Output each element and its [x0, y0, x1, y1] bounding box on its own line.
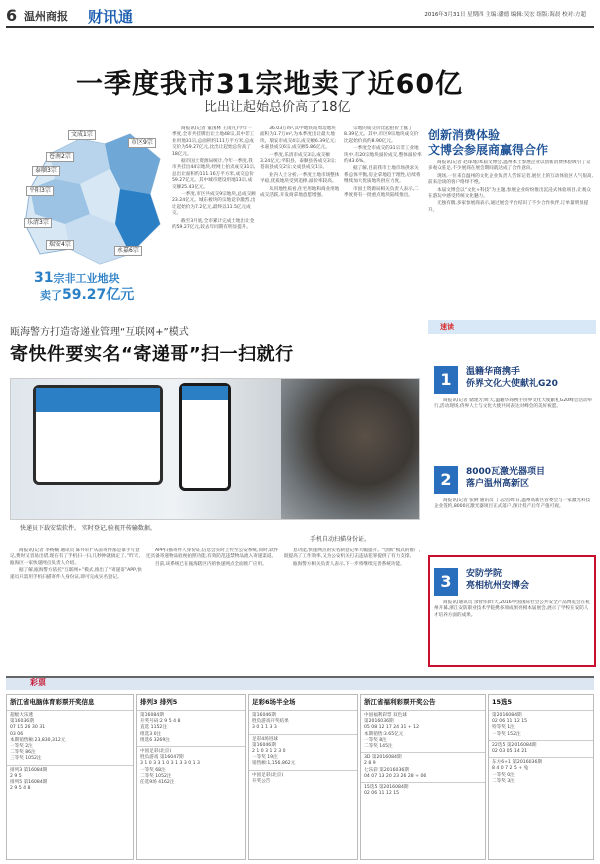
map-caption-value	[40, 284, 134, 304]
lottery-row: 07 15 26 30 31	[10, 725, 46, 731]
lottery-row: 胜负游戏开奖结果	[252, 719, 289, 725]
lottery-panel	[248, 694, 358, 860]
paragraph: 本届文博会以“文化+科技”为主题,参展企业纷纷推出沉浸式体验项目,让观众在游玩中感受传统文化魅力。	[428, 187, 591, 200]
paragraph: 现场,一位来自温州的文化企业负责人告诉记者,展位上的互动体验区人气很高,前来洽谈的客户络绎不绝。	[428, 173, 593, 186]
lottery-row: 排列3 第16084期	[10, 767, 48, 773]
lottery-panel-title: 浙江省电脑体育彩票开奖信息	[10, 698, 95, 706]
paragraph: 据市国土资源局统计,今年一季度,我市共挂出44宗地块,经网上拍卖成交31宗,总出让面积约111.16万平方米,成交总价59.27亿元。其中城市建设用地13宗,成交额25.43亿元。	[172, 159, 256, 190]
lottery-panel	[6, 694, 134, 860]
lottery-row: 三等奖 1052注	[10, 756, 42, 762]
paragraph: 从用地性质看,住宅用地和商业用地成交活跃,开发商拿地意愿增强。	[260, 186, 340, 199]
lottery-row: 东方6+1 第2016036期	[492, 760, 542, 766]
lead-story-col1	[172, 126, 256, 316]
brief-item-title	[466, 568, 529, 592]
paper-name: 温州商报	[24, 10, 68, 23]
lottery-row: 第16084期	[140, 713, 164, 718]
region-label: 永嘉6宗	[114, 246, 142, 256]
map-caption-text: 卖了	[40, 289, 62, 302]
phone-screen-image	[179, 383, 231, 491]
story2-kicker: 瓯海警方打造寄递业管理“互联网+”模式	[10, 327, 189, 338]
lottery-panel	[488, 694, 594, 860]
paragraph: 商报讯(记者 储建芳)昨天,温籍华商携手侨界文化大使献礼G20峰会活动举行,活动现场,侨界人士与文化大使共同表达对峰会的美好祝愿。	[434, 398, 593, 410]
lottery-row: 二等奖 145注	[364, 744, 393, 750]
phone-screen-image	[33, 385, 163, 485]
lottery-section-bar	[6, 676, 594, 690]
lead-story-col3	[344, 126, 422, 316]
paragraph: 一季度,市区共成交9宗地块,总成交额23.24亿元。城东板块的宗地竞争激烈,出让起始价为7.2亿元,最终以11.5亿元成交。	[172, 192, 256, 217]
lottery-row: 销售额:1,156,862元	[252, 761, 296, 767]
brief-item-title	[466, 366, 558, 390]
lottery-row: 二等奖 3注	[492, 778, 515, 784]
lottery-row: 胜负游戏 第16047期	[140, 755, 184, 761]
paragraph: 商报讯(通讯员 余智伟)昨天,2016中国国际社会公共安全产品博览会在杭州开幕,浙江安防职业技术学院携多项成果亮相本届展会,展示了学校在安防人才培养方面的成果。	[434, 600, 590, 618]
lottery-row: 一等奖 68注	[140, 767, 166, 773]
story2-col3	[284, 548, 422, 672]
lottery-row: 8 4 0 7 2 5 + 兔	[492, 766, 529, 772]
paragraph: 商报讯(记者 赵琛瑾)本届文博会,温州本土参展企业以创新消费体验吸引了众多观众驻足,不少展商在展会期间就达成了合作意向。	[428, 160, 591, 172]
lottery-row: 3 0 1 1 3 3	[252, 725, 277, 731]
lottery-row: 特等奖 1注	[492, 725, 515, 731]
paragraph: 市国土资源局相关负责人表示,二季度将有一批重点地块陆续推出。	[344, 186, 419, 199]
brief-item-title-line1: 8000瓦激光器项目	[466, 467, 546, 477]
map-caption-number: 59.27亿元	[62, 287, 135, 303]
paragraph: 商报讯(记者 张俐 通讯员 丁志浩)昨日,温州高新区管委会与一家激光科技企业签约,8000瓦激光器项目正式落户,预计投产后年产值可观。	[434, 498, 591, 510]
brief-section-label: 速读	[440, 323, 454, 331]
paragraph: 无独有偶,多家参展商表示,通过展会平台结识了不少合作伙伴,订单量明显提升。	[428, 201, 589, 213]
brief-number-badge: 2	[434, 466, 458, 494]
brief-number-badge: 1	[434, 366, 458, 394]
lottery-row: 组选3 0注	[140, 731, 162, 737]
lottery-row: 开奖公告	[252, 778, 271, 784]
lottery-row: 第16036期	[10, 719, 34, 725]
region-label: 文成1宗	[68, 130, 96, 140]
feature-body	[428, 160, 594, 316]
brief-item-title	[466, 466, 545, 490]
lottery-row: 3 1 0 3 3 1 0 3 1 3 3 0 1 3	[140, 761, 200, 767]
photo-caption-left: 快递员下载安装软件。 实时登记,验视开传输数据。	[20, 525, 156, 532]
paragraph: APP扫描寄件人身份证,信息会实时上传至公安系统,同时,软件还具备寄递物品验视拍照功能,有效防范违禁物品流入寄递渠道。	[146, 548, 279, 560]
lottery-row: 二等奖 1052注	[140, 773, 172, 779]
lottery-row: 中国足彩(北京)	[252, 772, 284, 778]
brief-item-body	[434, 398, 594, 444]
paragraph: 宗地的成交价比起拍价上涨了8.39亿元。其中,市区9宗地块成交价比起始价高约8.90亿元。	[344, 126, 419, 144]
photo-caption-right: 手机自动扫描身份证。	[310, 536, 371, 543]
feature-headline-line2: 文博会参展商赢得合作	[428, 143, 549, 157]
feature-headline-line1: 创新消费体验	[428, 128, 501, 142]
paragraph: 一季度,乐清市成交3宗,成交额3.24亿元;平阳县、泰顺县各成交3宗;苍南县成交2宗;文成县成交1宗。	[260, 152, 336, 171]
lottery-row: 足彩4场进球	[252, 736, 278, 742]
lottery-row: 第16046期	[252, 713, 276, 718]
lottery-row: 3D 第2016084期	[364, 755, 402, 761]
paragraph: 据了解,瓯海警方依托“互联网+”模式,推出了“寄递哥”APP,快递员只需用手机扫描寄件人身份证,即可完成实名登记。	[10, 568, 142, 580]
page-header	[0, 0, 600, 28]
issue-meta: 2016年3月31日 星期四 主编:潘德 编辑:吴宏 组版:海晨 校对:方超	[424, 12, 586, 18]
lottery-row: 2 1 0 3 1 2 3 0	[252, 749, 286, 755]
district-map	[10, 114, 170, 274]
map-caption-number: 31	[34, 270, 54, 286]
lottery-panel-title: 排列3 排列5	[140, 698, 178, 706]
lottery-row: 组选6 3269注	[140, 737, 170, 743]
story2-col2	[146, 548, 280, 672]
brief-number-badge: 3	[434, 568, 458, 596]
section-name: 财讯通	[88, 8, 134, 26]
story2-col1	[10, 548, 142, 672]
region-label: 乐清3宗	[24, 218, 52, 228]
lottery-row: 2 9 5	[10, 773, 22, 779]
brief-item-body	[434, 498, 594, 546]
lottery-row: 03 06	[10, 731, 24, 737]
lottery-panel-title: 15选5	[492, 698, 513, 706]
paragraph: 瓯海警方相关负责人表示,下一步将继续完善系统功能。	[293, 561, 405, 567]
paragraph: 业内人士分析,一季度土地市场整体平稳,优质地块受到追捧,溢价率较高。	[260, 172, 340, 185]
lottery-panel-title: 足彩6场半全场	[252, 698, 296, 706]
region-label: 平阳3宗	[26, 186, 54, 196]
lottery-row: 一等奖 2注	[10, 744, 33, 750]
lottery-row: 04 07 13 20 23 26 28 + 06	[364, 773, 427, 779]
lottery-row: 第16046期	[252, 742, 276, 748]
lottery-row: 02 06 11 12 15	[492, 719, 528, 725]
region-label: 苍南2宗	[46, 152, 74, 162]
lottery-row: 第2016036期	[364, 719, 394, 725]
lottery-panel	[360, 694, 486, 860]
lottery-panel	[136, 694, 246, 860]
paragraph: 商报讯(记者 董国林 王雨凡)今年一季度,全市共挂牌出让土地48宗,其中非工业用地31宗,总面积约111万平方米,总成交价为59.27亿元,比出让起始总价高了18亿元。	[172, 126, 255, 157]
courier-photo	[281, 379, 420, 520]
lottery-row: 05 08 12 17 24 31 + 12	[364, 725, 419, 731]
lottery-row: 15选5 第2016084期	[364, 785, 409, 791]
map-caption-text: 宗非工业地块	[53, 272, 120, 285]
lottery-row: 02 06 11 12 15	[364, 791, 400, 797]
header-rule	[6, 26, 594, 28]
brief-item-body	[434, 600, 592, 662]
lottery-row: 任选9场 4162注	[140, 780, 175, 786]
lottery-row: 2 9 5 4 8	[10, 786, 31, 792]
story-photo	[10, 378, 420, 520]
region-label: 泰顺3宗	[32, 166, 60, 176]
lottery-row: 本期销售额:23,830,312元	[10, 737, 66, 743]
brief-item-title-line2: 侨界文化大使献礼G20	[466, 379, 558, 389]
lottery-row: 七乐彩 第2016036期	[364, 767, 409, 773]
brief-item-title-line2: 亮相杭州安博会	[466, 581, 530, 591]
page-number: 6	[6, 6, 18, 25]
brief-item-title-line1: 安防学院	[466, 569, 503, 579]
region-label: 瑞安4宗	[46, 240, 74, 250]
lottery-row: 排列5 第16084期	[10, 780, 48, 786]
region-label: 市区9宗	[128, 138, 156, 148]
lottery-row: 二等奖 86注	[10, 750, 36, 756]
brief-item-title-line1: 温籍华商携手	[466, 367, 521, 377]
paragraph: 据了解,目前我市土地市场供求关系总体平衡,房企拿地趋于理性,后续将继续加大优质地块供应力度。	[344, 166, 421, 185]
lottery-row: 一等奖 0注	[492, 772, 515, 778]
lottery-row: 一等奖 19注	[252, 755, 278, 761]
lottery-row: 2 8 9	[364, 761, 376, 767]
lottery-row: 一等奖 152注	[492, 731, 521, 737]
lead-subheadline: 比出让起始总价高了18亿	[204, 100, 351, 115]
lottery-section-label: 彩票	[30, 678, 46, 687]
paragraph: 目前,该系统已在瓯海辖区内的快递网点全面推广应用。	[155, 561, 267, 567]
brief-item-title-line2: 落户温州高新区	[466, 479, 530, 489]
lottery-row: 中国足彩(北京)	[140, 749, 172, 755]
lottery-row: 第2016084期	[492, 713, 522, 718]
lottery-row: 一等奖 8注	[364, 737, 387, 743]
lottery-row: 中国福利彩票 双色球	[364, 713, 407, 718]
story2-headline: 寄快件要实名“寄递哥”扫一扫就行	[10, 344, 294, 365]
paragraph: 一季度全市成交的31宗非工业地块中,有20宗地块溢价成交,整体溢价率约43.6%。	[344, 146, 422, 165]
lottery-row: 本期销售:3.65亿元	[364, 731, 404, 737]
paragraph: 息功能,快递网点的实名制登记率大幅提升。“创新”模式的推广,既提高了工作效率,又为公安机关打击违法犯罪提供了有力支撑。	[284, 548, 421, 560]
lottery-panel-title: 浙江省福利彩票开奖公告	[364, 698, 436, 706]
lottery-row: 02 03 05 14 21	[492, 749, 528, 755]
lottery-row: 超级大乐透	[10, 713, 33, 718]
paragraph: 截至3月底,全市累计完成土地出让金约59.27亿元,较去年同期有明显提升。	[172, 218, 255, 231]
lead-headline: 一季度我市31宗地卖了近60亿	[76, 69, 464, 100]
paragraph: 36.03万m²,其中地铁站周边地块面积为1.7万m²,为本季度出让最大地块。瑞安市成交4宗,成交额6.39亿元;永嘉县成交6宗,成交额5.86亿元。	[260, 126, 336, 151]
lottery-row: 22选5 第2016084期	[492, 742, 537, 748]
lottery-row: 直选 1152注	[140, 725, 167, 731]
lead-story-col2	[260, 126, 340, 316]
lottery-row: 开奖号码:2 9 5 4 8	[140, 719, 181, 725]
paragraph: 商报讯(记者 李杨楠 通讯员 陈井轩)“从前寄件都是靠手写登记,费时又容易出错,现在有了手机扫一扫,几秒钟就搞定了。”昨天,瓯海区一家快递网点负责人介绍。	[10, 548, 140, 566]
